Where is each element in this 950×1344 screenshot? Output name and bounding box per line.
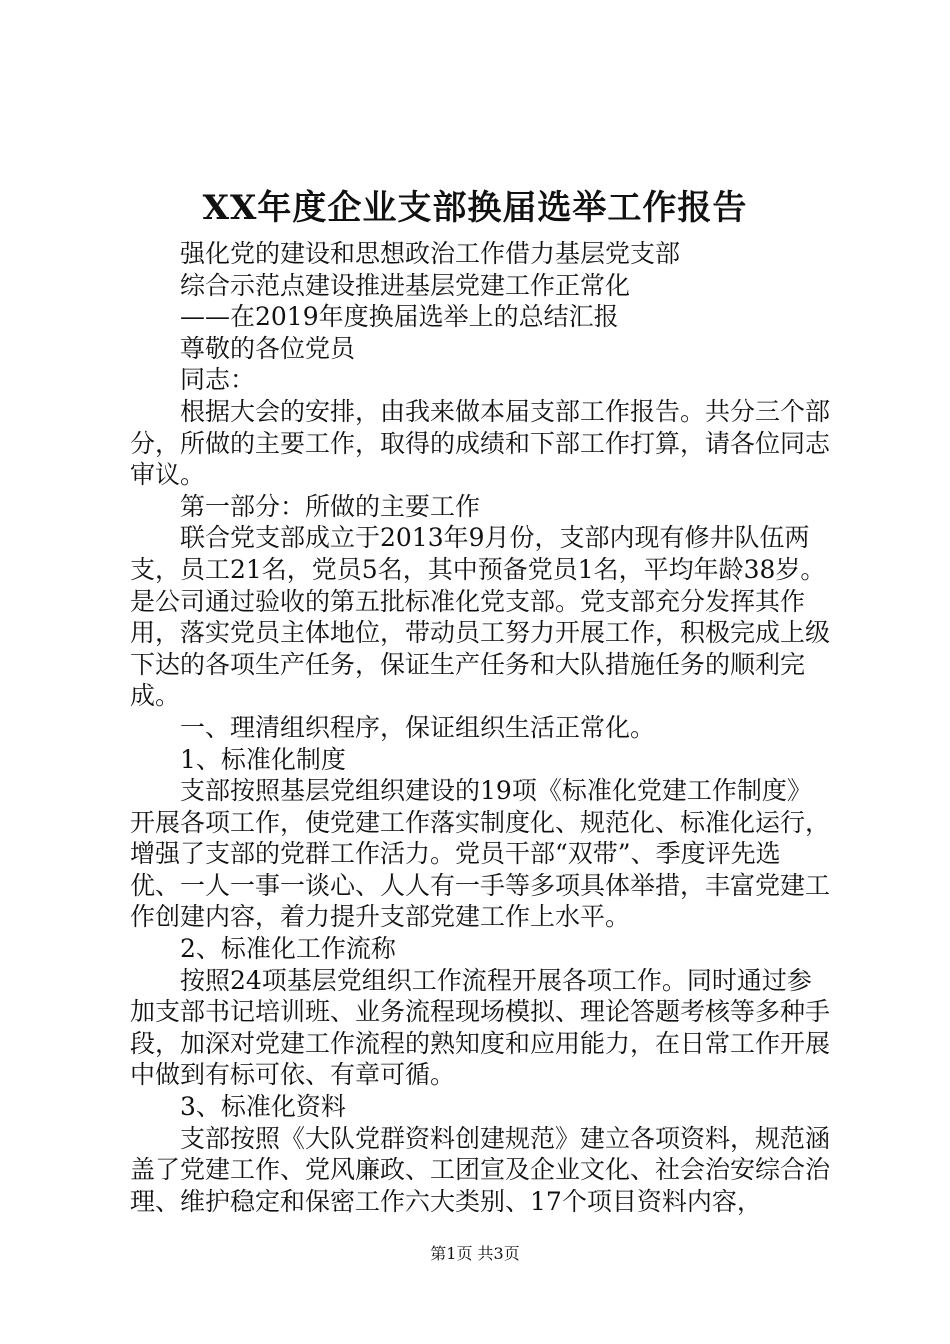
subsection-heading: 一、理清组织程序，保证组织生活正常化。 — [180, 712, 656, 742]
page-footer: 第1页 共3页 — [430, 1244, 520, 1263]
subtitle-line-1: 强化党的建设和思想政治工作借力基层党支部 — [180, 239, 681, 268]
item-heading: 2、标准化工作流称 — [180, 934, 396, 964]
section-heading: 第一部分：所做的主要工作 — [180, 491, 481, 521]
item-heading: 1、标准化制度 — [180, 744, 346, 774]
body-paragraph: 按照24项基层党组织工作流程开展各项工作。同时通过参加支部书记培训班、业务流程现场模拟、理论答题考核等多种手段，加深对党建工作流程的熟知度和应用能力，在日常工作开展中做到有标可依、有章可循。 — [130, 965, 831, 1090]
subtitle-line-3: ——在2019年度换届选举上的总结汇报 — [180, 302, 619, 332]
salutation-line-1: 尊敬的各位党员 — [180, 333, 356, 363]
item-heading: 3、标准化资料 — [180, 1092, 346, 1122]
subtitle-line-2: 综合示范点建设推进基层党建工作正常化 — [180, 270, 631, 300]
body-paragraph: 支部按照基层党组织建设的19项《标准化党建工作制度》开展各项工作，使党建工作落实制度化、规范化、标准化运行，增强了支部的党群工作活力。党员干部“双带”、季度评先选优、一人一事一谈心、人人有一手等多项具体举措，丰富党建工作创建内容，着力提升支部党建工作上水平。 — [130, 776, 831, 932]
body-paragraph: 支部按照《大队党群资料创建规范》建立各项资料，规范涵盖了党建工作、党风廉政、工团宣及企业文化、社会治安综合治理、维护稳定和保密工作六大类别、17个项目资料内容， — [130, 1123, 831, 1216]
body-paragraph: 联合党支部成立于2013年9月份，支部内现有修井队伍两支，员工21名，党员5名，其中预备党员1名，平均年龄38岁。是公司通过验收的第五批标准化党支部。党支部充分发挥其作用，落实党员主体地位，带动员工努力开展工作，积极完成上级下达的各项生产任务，保证生产任务和大队措施任务的顺利完成。 — [130, 523, 831, 711]
document-body — [130, 238, 830, 1217]
body-paragraph: 根据大会的安排，由我来做本届支部工作报告。共分三个部分，所做的主要工作，取得的成绩和下部工作打算，请各位同志审议。 — [130, 396, 831, 490]
salutation-line-2: 同志： — [180, 365, 256, 395]
document-title: XX年度企业支部换届选举工作报告 — [202, 188, 748, 228]
